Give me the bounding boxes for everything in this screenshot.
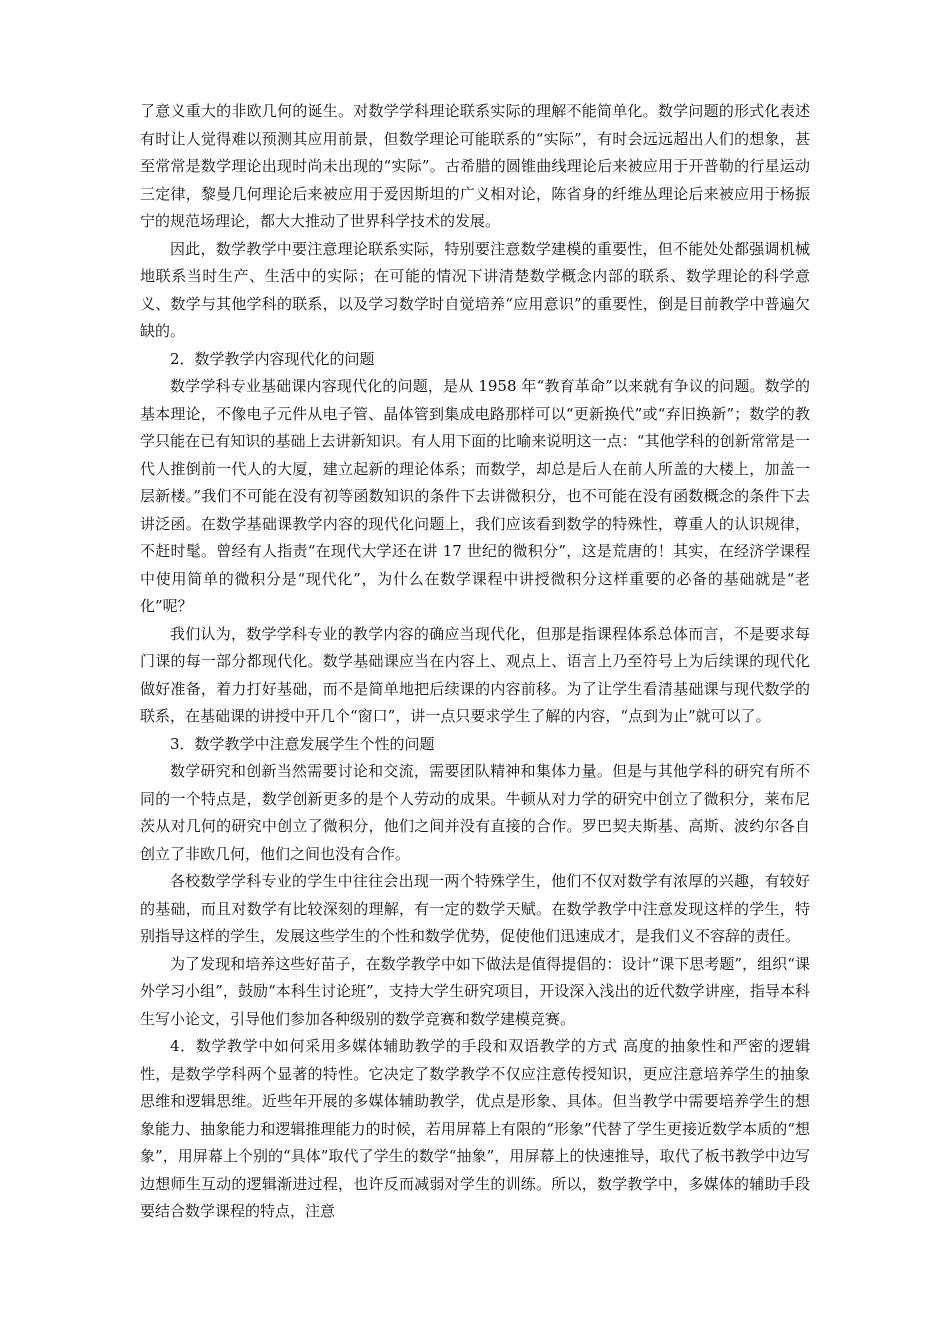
section-heading-3: 3．数学教学中注意发展学生个性的问题 (170, 734, 435, 753)
section-heading-2: 2．数学教学内容现代化的问题 (170, 349, 375, 368)
paragraph-individual-creation: 数学研究和创新当然需要讨论和交流，需要团队精神和集体力量。但是与其他学科的研究有所不同的一个特点是，数学创新更多的是个人劳动的成果。牛顿从对力学的研究中创立了微积分，莱布尼茨从对几何的研究中创立了微积分，他们之间并没有直接的合作。罗巴契夫斯基、高斯、波约尔各自创立了非欧几何，他们之间也没有合作。 (140, 762, 810, 863)
paragraph-cultivation-methods: 为了发现和培养这些好苗子，在数学教学中如下做法是值得提倡的：设计“课下思考题”，组织“课外学习小组”，鼓励“本科生讨论班”，支持大学生研究项目，开设深入浅出的近代数学讲座，指导本科生写小论文，引导他们参加各种级别的数学竞赛和数学建模竞赛。 (140, 954, 810, 1028)
body-text (140, 98, 810, 1226)
paragraph-continuation: 了意义重大的非欧几何的诞生。对数学学科理论联系实际的理解不能简单化。数学问题的形式化表述有时让人觉得难以预测其应用前景，但数学理论可能联系的“实际”，有时会远远超出人们的想象，甚至常常是数学理论出现时尚未出现的“实际”。古希腊的圆锥曲线理论后来被应用于开普勒的行星运动三定律，黎曼几何理论后来被应用于爱因斯坦的广义相对论，陈省身的纤维丛理论后来被应用于杨振宁的规范场理论，都大大推动了世界科学技术的发展。 (140, 102, 810, 230)
paragraph-theory-practice: 因此，数学教学中要注意理论联系实际，特别要注意数学建模的重要性，但不能处处都强调机械地联系当时生产、生活中的实际；在可能的情况下讲清楚数学概念内部的联系、数学理论的科学意义、数学与其他学科的联系，以及学习数学时自觉培养“应用意识”的重要性，倒是目前教学中普遍欠缺的。 (140, 239, 810, 340)
paragraph-multimedia: 4．数学教学中如何采用多媒体辅助教学的手段和双语教学的方式 高度的抽象性和严密的逻辑性，是数学学科两个显著的特性。它决定了数学教学不仅应注意传授知识，更应注意培养学生的抽象思维和逻辑思维。近些年开展的多媒体辅助教学，优点是形象、具体。但当教学中需要培养学生的想象能力、抽象能力和逻辑推理能力的时候，若用屏幕上有限的“形象”代替了学生更接近数学本质的“想象”，用屏幕上个别的“具体”取代了学生的数学“抽象”，用屏幕上的快速推导，取代了板书教学中边写边想师生互动的逻辑渐进过程，也许反而减弱对学生的训练。所以，数学教学中，多媒体的辅助手段要结合数学课程的特点，注意 (140, 1037, 810, 1220)
paragraph-modernization-view: 我们认为，数学学科专业的教学内容的确应当现代化，但那是指课程体系总体而言，不是要求每门课的每一部分都现代化。数学基础课应当在内容上、观点上、语言上乃至符号上为后续课的现代化做好准备，着力打好基础，而不是简单地把后续课的内容前移。为了让学生看清基础课与现代数学的联系，在基础课的讲授中开几个“窗口”，讲一点只要求学生了解的内容，“点到为止”就可以了。 (140, 624, 810, 725)
paragraph-modernization: 数学学科专业基础课内容现代化的问题，是从 1958 年“教育革命”以来就有争议的问题。数学的基本理论，不像电子元件从电子管、晶体管到集成电路那样可以“更新换代”或“弃旧换新”；数学的教学只能在已有知识的基础上去讲新知识。有人用下面的比喻来说明这一点：“其他学科的创新常常是一代人推倒前一代人的大厦，建立起新的理论体系；而数学，却总是后人在前人所盖的大楼上，加盖一层新楼。”我们不可能在没有初等函数知识的条件下去讲微积分，也不可能在没有函数概念的条件下去讲泛函。在数学基础课教学内容的现代化问题上，我们应该看到数学的特殊性，尊重人的认识规律，不赶时髦。曾经有人指责“在现代大学还在讲 17 世纪的微积分”，这是荒唐的！其实，在经济学课程中使用简单的微积分是“现代化”，为什么在数学课程中讲授微积分这样重要的必备的基础就是“老化”呢？ (140, 377, 810, 615)
paragraph-special-students: 各校数学学科专业的学生中往往会出现一两个特殊学生，他们不仅对数学有浓厚的兴趣，有较好的基础，而且对数学有比较深刻的理解，有一定的数学天赋。在数学教学中注意发现这样的学生，特别指导这样的学生，发展这些学生的个性和数学优势，促使他们迅速成才，是我们义不容辞的责任。 (140, 872, 810, 945)
